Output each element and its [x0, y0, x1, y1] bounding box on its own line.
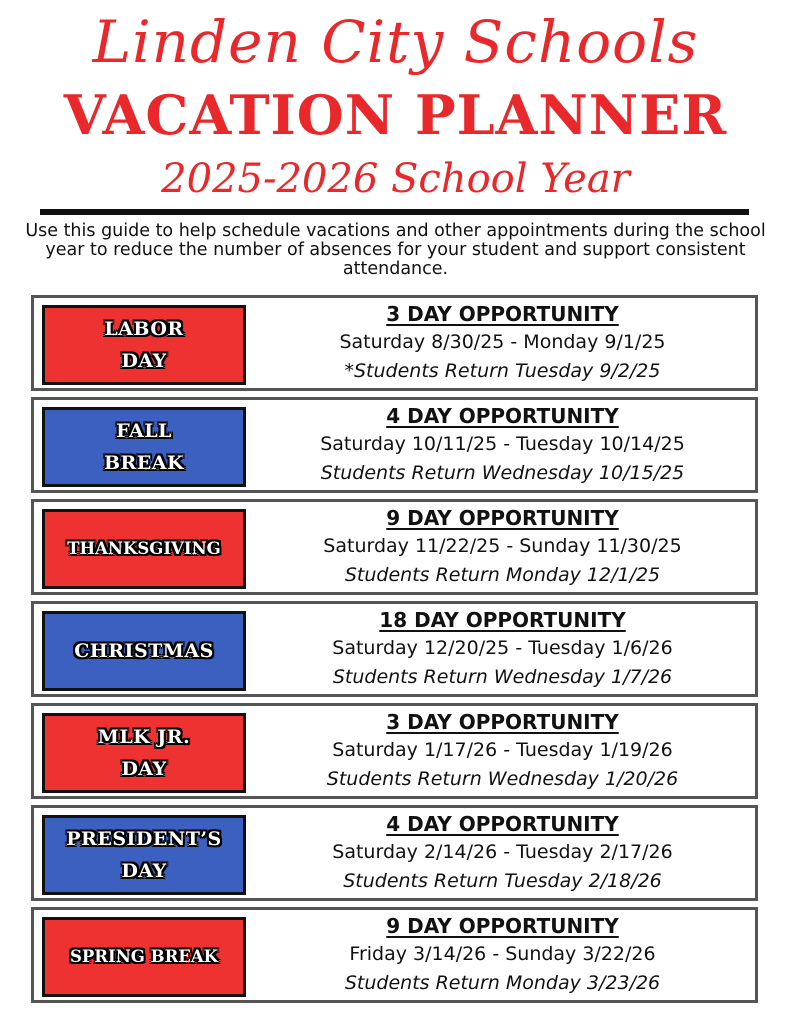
- intro-text: Use this guide to help schedule vacations and other appointments during the school year to reduce the number of absences for your student and support consistent attendance.: [25, 221, 766, 279]
- opportunity-heading: 4 DAY OPPORTUNITY: [386, 404, 619, 428]
- break-dates: Friday 3/14/26 - Sunday 3/22/26: [349, 943, 656, 965]
- break-info: [254, 606, 751, 692]
- break-dates: Saturday 10/11/25 - Tuesday 10/14/25: [320, 433, 685, 455]
- return-date: *Students Return Tuesday 9/2/25: [344, 360, 661, 382]
- break-badge-label: PRESIDENT’S DAY: [66, 828, 222, 882]
- opportunity-heading: 3 DAY OPPORTUNITY: [386, 710, 619, 734]
- break-badge-label: MLK JR. DAY: [97, 726, 191, 780]
- break-badge: [42, 815, 246, 895]
- opportunity-heading: 3 DAY OPPORTUNITY: [386, 302, 619, 326]
- break-row-thanksgiving: [31, 499, 758, 595]
- break-dates: Saturday 12/20/25 - Tuesday 1/6/26: [332, 637, 673, 659]
- break-info: [254, 300, 751, 386]
- return-date: Students Return Monday 12/1/25: [344, 564, 661, 586]
- opportunity-heading: 9 DAY OPPORTUNITY: [386, 506, 619, 530]
- break-info: [254, 504, 751, 590]
- break-badge-label: THANKSGIVING: [67, 539, 221, 558]
- return-date: Students Return Tuesday 2/18/26: [343, 870, 662, 892]
- break-badge: [42, 713, 246, 793]
- school-year: 2025-2026 School Year: [161, 156, 630, 202]
- break-row-fall-break: [31, 397, 758, 493]
- break-info: [254, 708, 751, 794]
- return-date: Students Return Wednesday 1/7/26: [332, 666, 673, 688]
- return-date: Students Return Monday 3/23/26: [344, 972, 661, 994]
- break-dates: Saturday 2/14/26 - Tuesday 2/17/26: [332, 841, 673, 863]
- break-row-labor-day: [31, 295, 758, 391]
- break-row-christmas: [31, 601, 758, 697]
- break-info: [254, 912, 751, 998]
- break-dates: Saturday 8/30/25 - Monday 9/1/25: [339, 331, 666, 353]
- return-date: Students Return Wednesday 1/20/26: [326, 768, 679, 790]
- break-badge: [42, 611, 246, 691]
- break-badge: [42, 305, 246, 385]
- break-info: [254, 810, 751, 896]
- opportunity-heading: 9 DAY OPPORTUNITY: [386, 914, 619, 938]
- break-badge: [42, 917, 246, 997]
- divider: [40, 209, 749, 215]
- break-dates: Saturday 11/22/25 - Sunday 11/30/25: [323, 535, 682, 557]
- break-row-spring-break: [31, 907, 758, 1003]
- break-row-mlk-day: [31, 703, 758, 799]
- opportunity-heading: 4 DAY OPPORTUNITY: [386, 812, 619, 836]
- school-name: Linden City Schools: [92, 8, 699, 76]
- break-badge: [42, 509, 246, 589]
- break-row-presidents-day: [31, 805, 758, 901]
- break-badge-label: LABOR DAY: [104, 318, 184, 372]
- break-badge-label: SPRING BREAK: [69, 947, 219, 966]
- opportunity-heading: 18 DAY OPPORTUNITY: [379, 608, 626, 632]
- return-date: Students Return Wednesday 10/15/25: [320, 462, 685, 484]
- break-dates: Saturday 1/17/26 - Tuesday 1/19/26: [332, 739, 673, 761]
- break-badge-label: CHRISTMAS: [74, 640, 214, 662]
- break-badge: [42, 407, 246, 487]
- page-title: VACATION PLANNER: [63, 83, 728, 147]
- break-info: [254, 402, 751, 488]
- break-badge-label: FALL BREAK: [103, 420, 185, 474]
